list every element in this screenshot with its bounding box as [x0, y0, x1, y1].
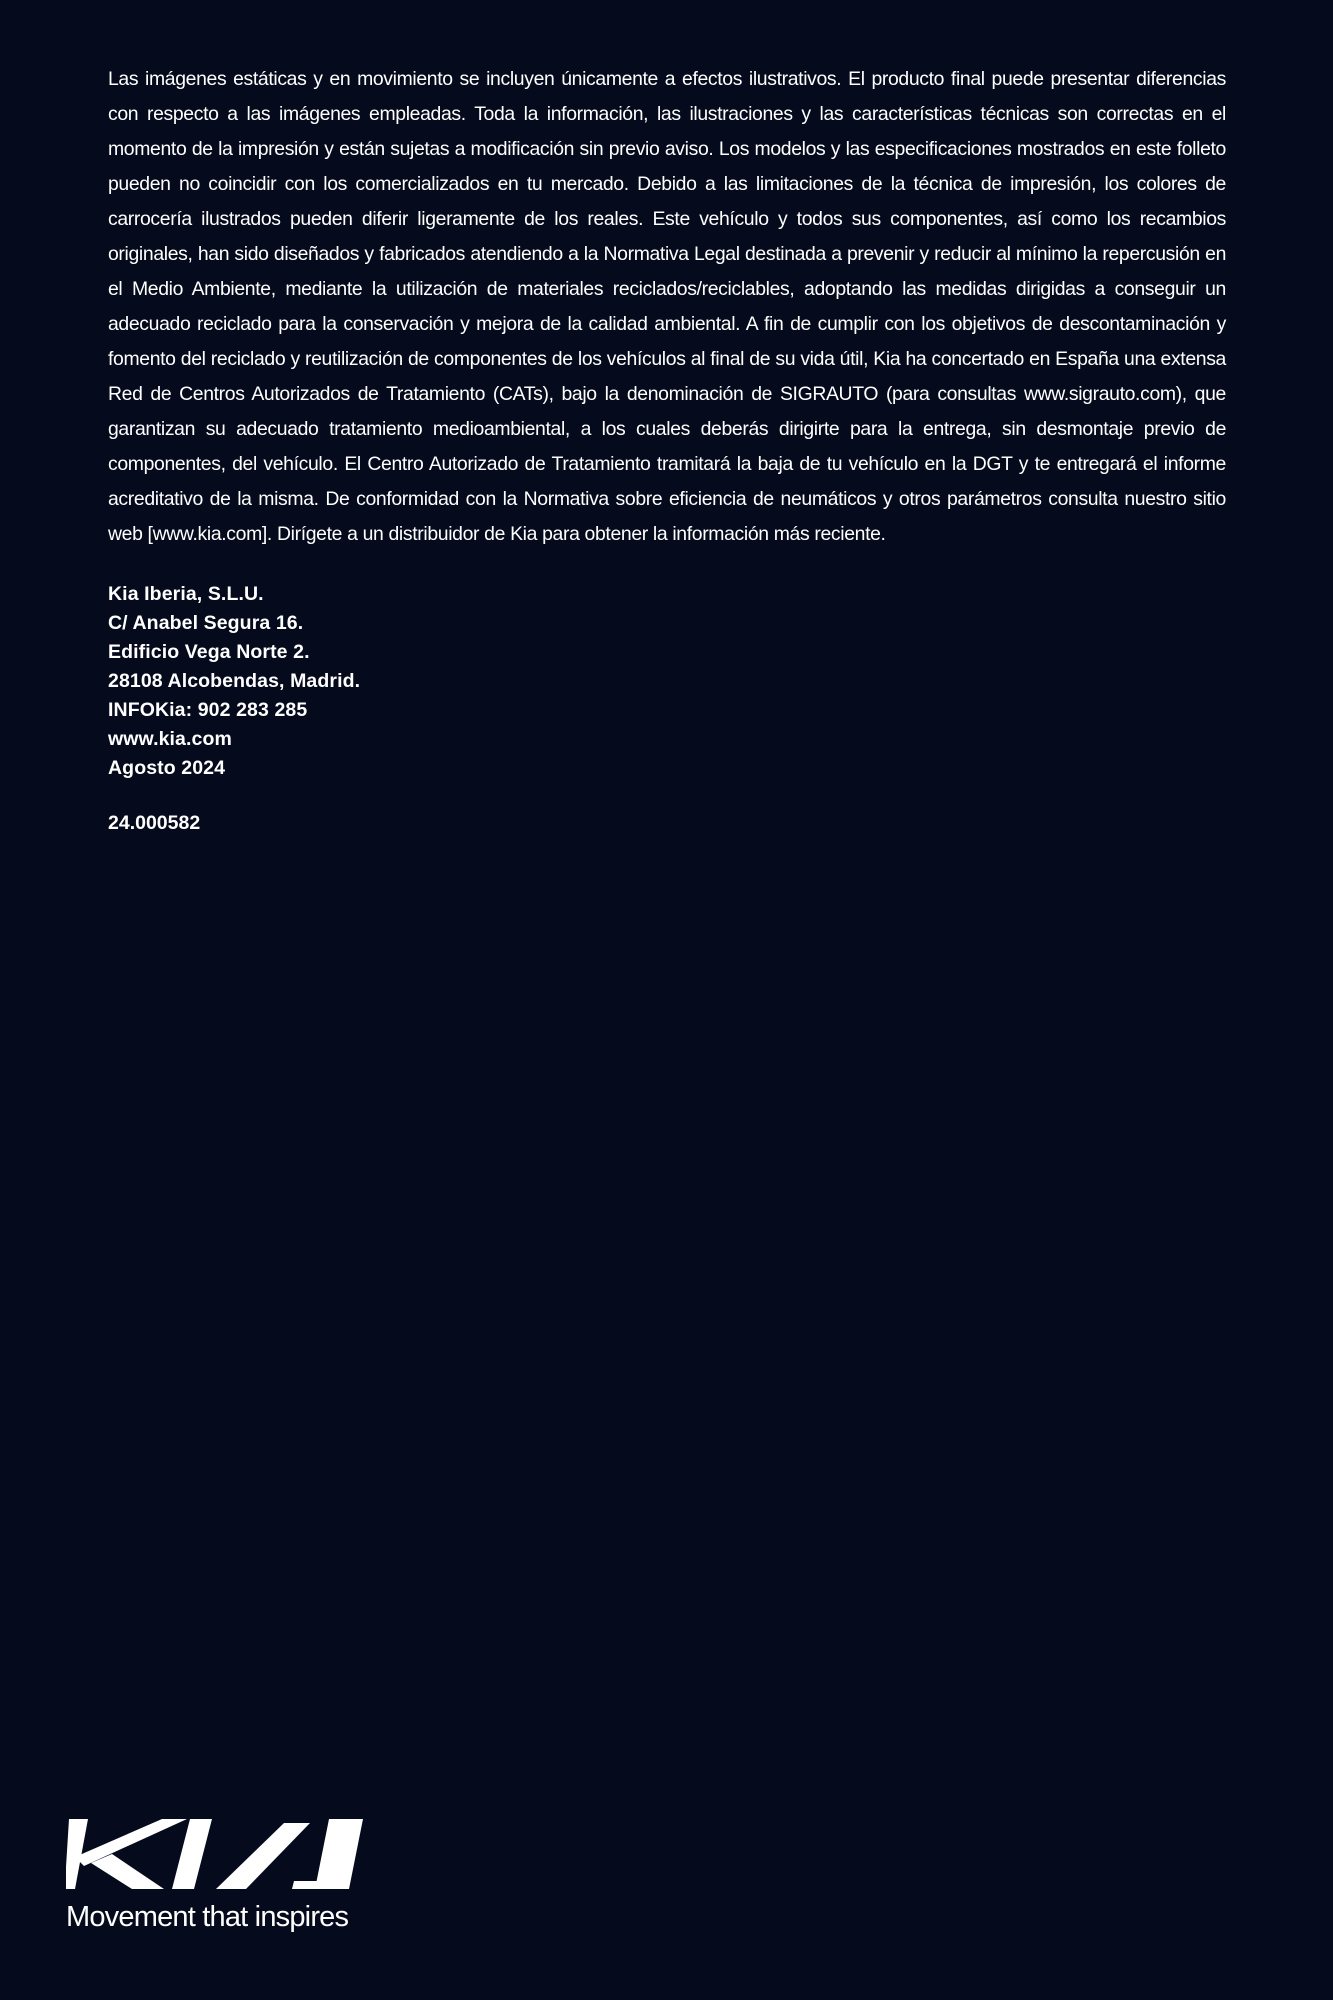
city-line: 28108 Alcobendas, Madrid. — [108, 670, 361, 692]
building-name: Edificio Vega Norte 2. — [108, 641, 310, 663]
publication-date: Agosto 2024 — [108, 757, 226, 779]
brand-tagline: Movement that inspires — [66, 1901, 349, 1933]
website-line: www.kia.com — [108, 728, 232, 750]
phone-line: INFOKia: 902 283 285 — [108, 699, 308, 721]
company-address — [108, 580, 360, 783]
street-address: C/ Anabel Segura 16. — [108, 612, 304, 634]
reference-code: 24.000582 — [108, 812, 201, 834]
legal-disclaimer: Las imágenes estáticas y en movimiento se incluyen únicamente a efectos ilustrativos. El producto final puede presentar diferencias con respecto a las imágenes empleadas. Toda la información, las ilustraciones y las características técnicas son correctas en el momento de la impresión y están sujetas a modificación sin previo aviso. Los modelos y las especificaciones mostrados en este folleto pueden no coincidir con los comercializados en tu mercado. Debido a las limitaciones de la técnica de impresión, los colores de carrocería ilustrados pueden diferir ligeramente de los reales. Este vehículo y todos sus componentes, así como los recambios originales, han sido diseñados y fabricados atendiendo a la Normativa Legal destinada a prevenir y reducir al mínimo la repercusión en el Medio Ambiente, mediante la utilización de materiales reciclados/reciclables, adoptando las medidas dirigidas a conseguir un adecuado reciclado para la conservación y mejora de la calidad ambiental. A fin de cumplir con los objetivos de descontaminación y fomento del reciclado y reutilización de componentes de los vehículos al final de su vida útil, Kia ha concertado en España una extensa Red de Centros Autorizados de Tratamiento (CATs), bajo la denominación de SIGRAUTO (para consultas www.sigrauto.com), que garantizan su adecuado tratamiento medioambiental, a los cuales deberás dirigirte para la entrega, sin desmontaje previo de componentes, del vehículo. El Centro Autorizado de Tratamiento tramitará la baja de tu vehículo en la DGT y te entregará el informe acreditativo de la misma. De conformidad con la Normativa sobre eficiencia de neumáticos y otros parámetros consulta nuestro sitio web [www.kia.com]. Dirígete a un distribuidor de Kia para obtener la información más reciente. — [108, 68, 1226, 545]
brand-block — [66, 1819, 366, 1935]
company-name: Kia Iberia, S.L.U. — [108, 583, 264, 605]
kia-logo-icon — [66, 1819, 363, 1889]
